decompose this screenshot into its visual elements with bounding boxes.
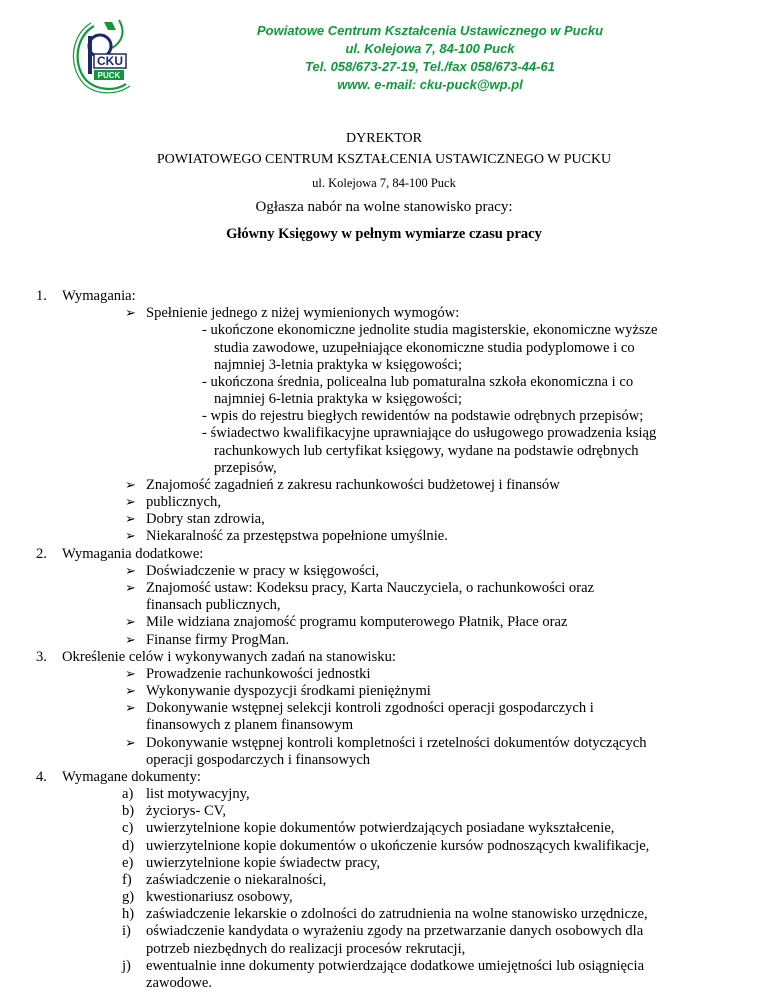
heading-announcement: Ogłasza nabór na wolne stanowisko pracy: bbox=[255, 199, 513, 215]
bullet-arrow-icon: ➢ bbox=[125, 528, 136, 544]
list-item: życiorys- CV, bbox=[146, 803, 226, 820]
bullet-arrow-icon: ➢ bbox=[125, 665, 136, 681]
list-item: Wykonywanie dyspozycji środkami pieniężnymi bbox=[146, 683, 431, 700]
cku-puck-logo bbox=[64, 14, 146, 96]
list-item: rachunkowych lub certyfikat księgowy, wydane na podstawie odrębnych bbox=[214, 442, 639, 459]
section-title: Wymagania: bbox=[62, 288, 136, 304]
list-item: zaświadczenie o niekaralności, bbox=[146, 871, 327, 888]
list-item-letter: b) bbox=[122, 803, 135, 820]
letterhead-email: www. e-mail: cku-puck@wp.pl bbox=[337, 77, 523, 92]
bullet-arrow-icon: ➢ bbox=[125, 305, 136, 321]
bullet-arrow-icon: ➢ bbox=[125, 700, 136, 716]
list-item: najmniej 6-letnia praktyka w księgowości; bbox=[214, 391, 463, 408]
list-item-letter: i) bbox=[122, 923, 131, 940]
list-item-letter: e) bbox=[122, 854, 134, 871]
list-item: Znajomość ustaw: Kodeksu pracy, Karta Nauczyciela, o rachunkowości oraz bbox=[146, 579, 595, 596]
list-item: operacji gospodarczych i finansowych bbox=[146, 751, 371, 768]
list-item-letter: h) bbox=[122, 906, 135, 923]
list-item: Prowadzenie rachunkowości jednostki bbox=[146, 665, 371, 682]
list-item: studia zawodowe, uzupełniające ekonomiczne studia podyplomowe i co bbox=[214, 339, 635, 356]
letterhead-name: Powiatowe Centrum Kształcenia Ustawicznego w Pucku bbox=[256, 23, 604, 38]
list-item: Dokonywanie wstępnej selekcji kontroli zgodności operacji gospodarczych i bbox=[146, 700, 594, 717]
list-item-letter: d) bbox=[122, 837, 135, 854]
section-title: Wymagane dokumenty: bbox=[62, 768, 201, 785]
section-title: Określenie celów i wykonywanych zadań na stanowisku: bbox=[62, 648, 396, 665]
bullet-arrow-icon: ➢ bbox=[125, 734, 136, 750]
heading-organization: POWIATOWEGO CENTRUM KSZTAŁCENIA USTAWICZNEGO W PUCKU bbox=[156, 152, 612, 167]
logo-text: PUCK bbox=[97, 71, 121, 80]
list-item: potrzeb niezbędnych do realizacji procesów rekrutacji, bbox=[146, 940, 466, 957]
list-item: zawodowe. bbox=[146, 975, 213, 991]
logo-letters: CKU bbox=[97, 54, 123, 68]
letterhead-phone: Tel. 058/673-27-19, Tel./fax 058/673-44-61 bbox=[305, 59, 555, 74]
list-item: list motywacyjny, bbox=[146, 786, 250, 803]
heading-dyrektor: DYREKTOR bbox=[346, 131, 422, 146]
bullet-arrow-icon: ➢ bbox=[125, 683, 136, 699]
list-item-letter: f) bbox=[122, 871, 132, 888]
bullet-arrow-icon: ➢ bbox=[125, 494, 136, 510]
letterhead bbox=[180, 22, 680, 94]
bullet-arrow-icon: ➢ bbox=[125, 511, 136, 527]
list-item: Niekaralność za przestępstwa popełnione umyślnie. bbox=[146, 528, 448, 545]
list-item-letter: g) bbox=[122, 889, 135, 906]
list-item: - wpis do rejestru biegłych rewidentów na podstawie odrębnych przepisów; bbox=[202, 408, 644, 425]
bullet-arrow-icon: ➢ bbox=[125, 631, 136, 647]
list-item: finansach publicznych, bbox=[146, 597, 281, 614]
bullet-arrow-icon: ➢ bbox=[125, 579, 136, 595]
section-number: 2. bbox=[36, 545, 47, 562]
list-item: uwierzytelnione kopie dokumentów o ukończenie kursów podnoszących kwalifikacje, bbox=[146, 837, 650, 854]
list-item: zaświadczenie lekarskie o zdolności do zatrudnienia na wolne stanowisko urzędnicze, bbox=[146, 906, 648, 923]
heading-position: Główny Księgowy w pełnym wymiarze czasu pracy bbox=[226, 226, 542, 242]
list-item: Spełnienie jednego z niżej wymienionych wymogów: bbox=[146, 305, 460, 322]
section-number: 3. bbox=[36, 648, 47, 665]
section-number: 4. bbox=[36, 768, 47, 785]
list-item: publicznych, bbox=[146, 494, 221, 511]
heading-address: ul. Kolejowa 7, 84-100 Puck bbox=[312, 176, 456, 190]
list-item: oświadczenie kandydata o wyrażeniu zgody na przetwarzanie danych osobowych dla bbox=[146, 923, 644, 940]
list-item: - ukończone ekonomiczne jednolite studia magisterskie, ekonomiczne wyższe bbox=[202, 322, 658, 339]
list-item: ewentualnie inne dokumenty potwierdzające dodatkowe umiejętności lub osiągnięcia bbox=[146, 957, 645, 974]
list-item-letter: c) bbox=[122, 820, 134, 837]
list-item: Finanse firmy ProgMan. bbox=[146, 631, 290, 648]
list-item: uwierzytelnione kopie dokumentów potwierdzających posiadane wykształcenie, bbox=[146, 820, 615, 837]
list-item: finansowych z planem finansowym bbox=[146, 717, 354, 734]
section-title: Wymagania dodatkowe: bbox=[62, 545, 204, 562]
bullet-arrow-icon: ➢ bbox=[125, 614, 136, 630]
list-item: Doświadczenie w pracy w księgowości, bbox=[146, 562, 380, 579]
list-item-letter: a) bbox=[122, 786, 134, 803]
list-item: kwestionariusz osobowy, bbox=[146, 889, 293, 906]
list-item: - ukończona średnia, policealna lub pomaturalna szkoła ekonomiczna i co bbox=[202, 373, 634, 390]
list-item: Znajomość zagadnień z zakresu rachunkowości budżetowej i finansów bbox=[146, 476, 560, 493]
list-item: przepisów, bbox=[214, 459, 277, 476]
list-item: Dokonywanie wstępnej kontroli kompletności i rzetelności dokumentów dotyczących bbox=[146, 734, 647, 751]
letterhead-address: ul. Kolejowa 7, 84-100 Puck bbox=[345, 41, 515, 56]
list-item: najmniej 3-letnia praktyka w księgowości; bbox=[214, 356, 463, 373]
list-item-letter: j) bbox=[122, 957, 131, 974]
bullet-arrow-icon: ➢ bbox=[125, 562, 136, 578]
list-item: Mile widziana znajomość programu komputerowego Płatnik, Płace oraz bbox=[146, 614, 568, 631]
list-item: - świadectwo kwalifikacyjne uprawniające do usługowego prowadzenia ksiąg bbox=[202, 425, 657, 442]
bullet-arrow-icon: ➢ bbox=[125, 476, 136, 492]
list-item: Dobry stan zdrowia, bbox=[146, 511, 265, 528]
list-item: uwierzytelnione kopie świadectw pracy, bbox=[146, 854, 381, 871]
section-number: 1. bbox=[36, 288, 47, 304]
